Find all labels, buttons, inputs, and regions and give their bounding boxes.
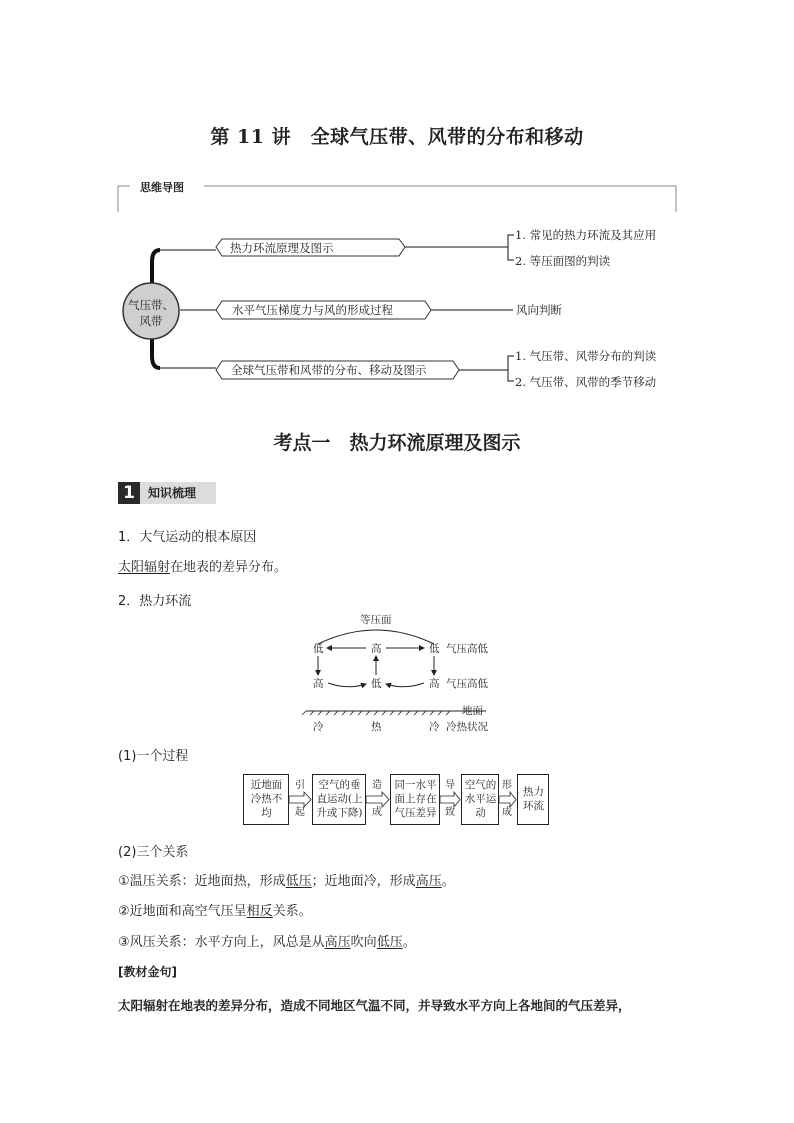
ground-label: 地面 [462, 705, 483, 717]
bottom-left-pressure: 高 [313, 678, 324, 690]
bottom-mid-pressure: 低 [371, 678, 382, 690]
mindmap [0, 0, 794, 400]
flow-box-4: 空气的 水平运 动 [464, 779, 497, 819]
relation-1-answer-2: 高压 [415, 874, 442, 889]
bottom-right-pressure: 高 [429, 678, 440, 690]
mindmap-center-line2: 风带 [139, 314, 163, 328]
flow-connector-3-bottom: 致 [445, 807, 455, 818]
top-left-pressure: 低 [313, 643, 324, 655]
page-title: 第 11 讲 全球气压带、风带的分布和移动 [210, 126, 584, 148]
flow-diagram [243, 774, 553, 828]
leaf-global-1: 1. 气压带、风带分布的判读 [515, 349, 657, 363]
branch-label-gradient: 水平气压梯度力与风的形成过程 [232, 303, 393, 317]
flow-connector-1-top: 引 [295, 780, 305, 791]
mindmap-center-line1: 气压带、 [128, 298, 174, 312]
leaf-global-2: 2. 气压带、风带的季节移动 [515, 375, 657, 389]
branch-label-global: 全球气压带和风带的分布、移动及图示 [231, 363, 427, 377]
right-top-label: 气压高低 [446, 643, 488, 655]
mindmap-lines [0, 0, 794, 400]
process-heading: (1)一个过程 [118, 749, 189, 764]
flow-connector-4-bottom: 成 [502, 807, 512, 818]
temp-right: 冷 [429, 721, 440, 733]
section-badge-label: 知识梳理 [140, 482, 216, 504]
temp-label: 冷热状况 [446, 721, 488, 733]
leaf-gradient-1: 风向判断 [516, 303, 562, 317]
relation-3-answer-2: 低压 [376, 935, 403, 950]
temp-left: 冷 [313, 721, 324, 733]
flow-box-3: 同一水平 面上存在 气压差异 [394, 779, 437, 819]
relation-2: ②近地面和高空气压呈相反关系。 [118, 904, 312, 919]
branch-label-thermal: 热力环流原理及图示 [230, 241, 334, 255]
flow-box-2: 空气的垂 直运动(上 升或下降) [316, 779, 363, 819]
item2-heading: 2．热力环流 [118, 594, 192, 609]
flow-connector-2-bottom: 成 [372, 807, 382, 818]
golden-text: 太阳辐射在地表的差异分布，造成不同地区气温不同，并导致水平方向上各地间的气压差异， [118, 998, 631, 1013]
golden-label: [教材金句] [118, 965, 177, 979]
flow-box-1: 近地面 冷热不 均 [250, 779, 283, 819]
flow-connector-4-top: 形 [502, 780, 512, 791]
flow-box-5: 热力 环流 [523, 786, 544, 812]
relation-2-answer: 相反 [246, 904, 273, 919]
flow-connector-1-bottom: 起 [295, 807, 305, 818]
circulation-diagram [280, 612, 510, 737]
section-title: 考点一 热力环流原理及图示 [273, 432, 521, 454]
flow-connector-3-top: 导 [445, 780, 455, 791]
top-right-pressure: 低 [429, 643, 440, 655]
top-mid-pressure: 高 [371, 643, 382, 655]
leaf-thermal-2: 2. 等压面图的判读 [515, 254, 611, 268]
item1-answer-underlined: 太阳辐射 [118, 560, 171, 575]
relations-heading: (2)三个关系 [118, 845, 189, 860]
item1-heading: 1．大气运动的根本原因 [118, 530, 257, 545]
temp-mid: 热 [371, 721, 382, 733]
item1-answer [118, 556, 287, 575]
right-bottom-label: 气压高低 [446, 678, 488, 690]
isobar-label: 等压面 [360, 614, 392, 626]
flow-connector-2-top: 造 [372, 780, 382, 791]
mindmap-header: 思维导图 [140, 181, 184, 194]
relation-3: ③风压关系：水平方向上，风总是从高压吹向低压。 [118, 935, 416, 950]
section-badge-number: 1 [118, 482, 140, 504]
relation-1-answer-1: 低压 [285, 874, 312, 889]
item1-answer-rest: 在地表的差异分布。 [170, 560, 288, 575]
relation-1: ①温压关系：近地面热，形成低压；近地面冷，形成高压。 [118, 874, 455, 889]
leaf-thermal-1: 1. 常见的热力环流及其应用 [515, 228, 657, 242]
relation-3-answer-1: 高压 [324, 935, 351, 950]
